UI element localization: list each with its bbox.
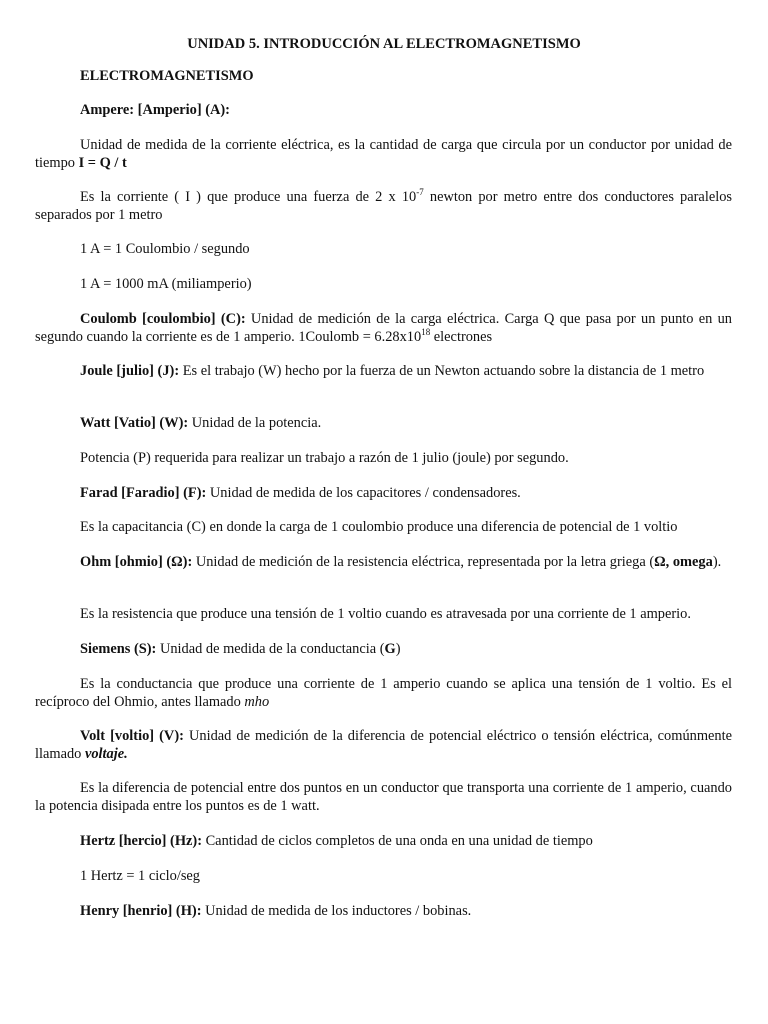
page-title: UNIDAD 5. INTRODUCCIÓN AL ELECTROMAGNETISMO xyxy=(187,36,581,52)
volt-paragraph: Volt [voltio] (V): Unidad de medición de la diferencia de potencial eléctrico o tensión eléctrica, comúnmente llamado voltaje. xyxy=(35,728,732,762)
ampere-heading: Ampere: [Amperio] (A): xyxy=(80,102,230,118)
henry-paragraph: Henry [henrio] (H): Unidad de medida de los inductores / bobinas. xyxy=(80,903,472,919)
ohm-description: Es la resistencia que produce una tensión de 1 voltio cuando es atravesada por una corriente de 1 amperio. xyxy=(80,606,691,622)
joule-paragraph: Joule [julio] (J): Es el trabajo (W) hecho por la fuerza de un Newton actuando sobre la distancia de 1 metro xyxy=(80,363,705,379)
watt-paragraph: Watt [Vatio] (W): Unidad de la potencia. xyxy=(80,415,322,431)
ohm-paragraph: Ohm [ohmio] (Ω): Unidad de medición de la resistencia eléctrica, representada por la letra griega (Ω, omega). xyxy=(80,554,722,570)
coulomb-paragraph: Coulomb [coulombio] (C): Unidad de medición de la carga eléctrica. Carga Q que pasa por un punto en un segundo cuando la corriente es de 1 amperio. 1Coulomb = $6.28x10^{18}$ electrones xyxy=(35,311,732,345)
hertz-paragraph: Hertz [hercio] (Hz): Cantidad de ciclos completos de una onda en una unidad de tiempo xyxy=(80,833,593,849)
section-heading: ELECTROMAGNETISMO xyxy=(80,68,254,84)
watt-description: Potencia (P) requerida para realizar un trabajo a razón de 1 julio (joule) por segundo. xyxy=(80,450,569,466)
farad-paragraph: Farad [Faradio] (F): Unidad de medida de los capacitores / condensadores. xyxy=(80,485,521,501)
siemens-paragraph: Siemens (S): Unidad de medida de la conductancia (G) xyxy=(80,641,401,657)
siemens-description: Es la conductancia que produce una corriente de 1 amperio cuando se aplica una tensión de 1 voltio. Es el recíproco del Ohmio, antes llamado mho xyxy=(35,676,732,710)
volt-description: Es la diferencia de potencial entre dos puntos en un conductor que transporta una corriente de 1 amperio, cuando la potencia disipada entre los puntos es de 1 watt. xyxy=(35,780,732,814)
ampere-force-definition: Es la corriente ( I ) que produce una fuerza de 2 x $10^{-7}$ newton por metro entre dos conductores paralelos separados por 1 metro xyxy=(35,187,732,223)
ampere-equation-2: 1 A = 1000 mA (miliamperio) xyxy=(80,276,252,292)
hertz-equation: 1 Hertz = 1 ciclo/seg xyxy=(80,868,201,884)
ampere-equation-1: 1 A = 1 Coulombio / segundo xyxy=(80,241,250,257)
ampere-definition: Unidad de medida de la corriente eléctrica, es la cantidad de carga que circula por un conductor por unidad de tiempo I = Q / t xyxy=(35,137,732,171)
farad-description: Es la capacitancia (C) en donde la carga de 1 coulombio produce una diferencia de potencial de 1 voltio xyxy=(80,519,678,535)
